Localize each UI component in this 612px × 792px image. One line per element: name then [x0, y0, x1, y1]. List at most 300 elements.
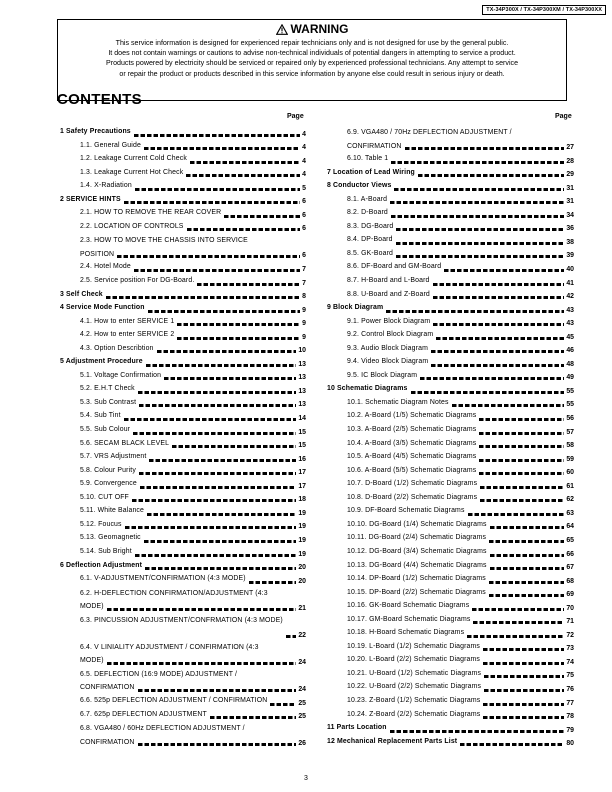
toc-entry-leader: [135, 188, 300, 191]
toc-entry-title: 6.5. DEFLECTION (16:9 MODE) ADJUSTMENT / CONFIRMATION: [80, 670, 238, 692]
toc-entry-leader: [270, 703, 296, 706]
toc-entry-leader: [135, 554, 297, 557]
toc-entry[interactable]: [327, 478, 574, 492]
toc-entry-page: 6: [302, 198, 306, 206]
toc-entry-title: 4.2. How to enter SERVICE 2: [80, 331, 175, 339]
toc-entry-leader: [431, 364, 564, 367]
toc-entry-leader: [146, 364, 297, 367]
toc-entry-title: 2 SERVICE HINTS: [60, 195, 121, 203]
toc-entry-page: 42: [566, 293, 574, 301]
toc-entry-title: 8.8. U-Board and Z-Board: [347, 290, 430, 298]
toc-entry-title: 9.2. Control Block Diagram: [347, 331, 434, 339]
toc-entry-leader: [490, 526, 565, 529]
toc-entry-leader: [286, 635, 296, 638]
toc-entry-title: 10.3. A-Board (2/5) Schematic Diagrams: [347, 426, 477, 434]
toc-entry-title: 6.9. VGA480 / 70Hz DEFLECTION ADJUSTMENT / CONFIRMATION: [347, 129, 512, 150]
toc-entry-title: 6.3. PINCUSSION ADJUSTMENT/CONFRMATION (4:3 MODE): [80, 616, 283, 624]
toc-entry-title: 5.4. Sub Tint: [80, 412, 121, 420]
toc-entry[interactable]: [327, 248, 574, 262]
toc-entry-leader: [483, 716, 564, 719]
toc-entry[interactable]: [60, 316, 306, 330]
toc-entry[interactable]: [327, 370, 574, 384]
toc-entry-page: 36: [566, 225, 574, 233]
toc-entry-leader: [107, 608, 297, 611]
toc-entry[interactable]: [327, 410, 574, 424]
toc-entry-page: 55: [566, 387, 574, 395]
warning-body: [62, 38, 562, 79]
toc-entry-leader: [480, 499, 564, 502]
toc-entry-leader: [144, 147, 300, 150]
toc-entry-page: 6: [302, 225, 306, 233]
toc-entry[interactable]: [327, 438, 574, 452]
toc-entry[interactable]: [327, 194, 574, 208]
toc-entry[interactable]: [60, 356, 306, 370]
toc-entry-page: 43: [566, 306, 574, 314]
toc-entry-leader: [224, 215, 300, 218]
toc-entry[interactable]: [60, 234, 306, 261]
toc-entry[interactable]: [327, 153, 574, 167]
toc-entry-title: 1.2. Leakage Current Cold Check: [80, 155, 187, 163]
toc-entry[interactable]: [327, 600, 574, 614]
toc-entry-title: 5.9. Convergence: [80, 480, 137, 488]
toc-entry-page: 74: [566, 658, 574, 666]
toc-entry-title: 10.10. DG-Board (1/4) Schematic Diagrams: [347, 520, 487, 528]
toc-entry-leader: [411, 391, 565, 394]
toc-entry[interactable]: [60, 668, 306, 695]
toc-entry-title: 10.22. U-Board (2/2) Schematic Diagrams: [347, 683, 482, 691]
toc-entry[interactable]: [327, 424, 574, 438]
toc-entry-leader: [140, 486, 297, 489]
toc-entry-page: 63: [566, 509, 574, 517]
toc-entry-leader: [490, 554, 565, 557]
toc-entry[interactable]: [60, 587, 306, 614]
toc-entry-page: 75: [566, 672, 574, 680]
toc-entry-title: 9.4. Video Block Diagram: [347, 358, 429, 366]
toc-entry[interactable]: [327, 573, 574, 587]
toc-entry-leader: [483, 662, 564, 665]
toc-entry-page: 34: [566, 211, 574, 219]
toc-entry-page: 4: [302, 171, 306, 179]
toc-entry-title: 6.10. Table 1: [347, 155, 389, 163]
toc-entry[interactable]: [60, 641, 306, 668]
toc-entry-title: 5.10. CUT OFF: [80, 493, 129, 501]
toc-entry-page: 45: [566, 333, 574, 341]
toc-entry[interactable]: [60, 370, 306, 384]
toc-entry-page: 13: [298, 360, 306, 368]
toc-entry-title: 2.5. Service position For DG-Board.: [80, 277, 195, 285]
toc-entry-title: 6.2. H-DEFLECTION CONFIRMATION/ADJUSTMENT (4:3 MODE): [80, 589, 268, 611]
toc-entry[interactable]: [327, 614, 574, 628]
warning-box: [57, 19, 567, 101]
toc-entry-page: 27: [566, 144, 574, 152]
toc-entry-title: 8.1. A-Board: [347, 195, 388, 203]
toc-entry[interactable]: [60, 329, 306, 343]
toc-entry-title: 10.1. Schematic Diagram Notes: [347, 398, 449, 406]
warning-line: It does not contain warnings or cautions to advise non-technical individuals of potential dangers in attempting to service a product.: [108, 49, 516, 58]
toc-entry[interactable]: [327, 261, 574, 275]
toc-entry-page: 19: [298, 536, 306, 544]
toc-entry-page: 25: [298, 699, 306, 707]
toc-entry-title: 10.20. L-Board (2/2) Schematic Diagrams: [347, 656, 481, 664]
toc-entry-page: 31: [566, 184, 574, 192]
toc-entry-title: 2.1. HOW TO REMOVE THE REAR COVER: [80, 209, 222, 217]
toc-entry-title: 10.21. U-Board (1/2) Schematic Diagrams: [347, 669, 482, 677]
toc-entry[interactable]: [60, 560, 306, 574]
warning-line: or repair the product or products described in this service information by anyone else could result in serious injury or death.: [119, 69, 505, 78]
toc-entry-title: 10.24. Z-Board (2/2) Schematic Diagrams: [347, 710, 481, 718]
toc-entry-page: 10: [298, 347, 306, 355]
toc-entry[interactable]: [60, 465, 306, 479]
toc-entry-leader: [431, 350, 564, 353]
toc-entry[interactable]: [327, 234, 574, 248]
toc-entry-page: 55: [566, 401, 574, 409]
toc-entry-title: 5.13. Geomagnetic: [80, 534, 141, 542]
toc-entry[interactable]: [327, 207, 574, 221]
toc-entry-leader: [405, 147, 565, 150]
toc-entry[interactable]: [60, 261, 306, 275]
toc-entry-page: 17: [298, 469, 306, 477]
toc-entry-page: 21: [298, 604, 306, 612]
toc-entry-page: 7: [302, 279, 306, 287]
toc-entry-page: 57: [566, 428, 574, 436]
toc-entry-title: 8.2. D-Board: [347, 209, 388, 217]
toc-column-right: [327, 126, 574, 749]
toc-entry[interactable]: [327, 492, 574, 506]
toc-entry-leader: [148, 310, 301, 313]
toc-entry-leader: [479, 445, 564, 448]
toc-entry-leader: [147, 513, 296, 516]
toc-entry-leader: [145, 567, 296, 570]
toc-entry[interactable]: [327, 654, 574, 668]
toc-entry[interactable]: [327, 532, 574, 546]
toc-entry-page: 20: [298, 564, 306, 572]
toc-entry[interactable]: [60, 451, 306, 465]
toc-entry-title: 4 Service Mode Function: [60, 304, 145, 312]
toc-entry-leader: [190, 161, 300, 164]
toc-entry[interactable]: [60, 614, 306, 641]
toc-entry[interactable]: [327, 505, 574, 519]
toc-entry[interactable]: [327, 167, 574, 181]
toc-entry[interactable]: [60, 343, 306, 357]
toc-entry-page: 13: [298, 374, 306, 382]
toc-entry-leader: [490, 567, 565, 570]
toc-entry-title: 9.1. Power Block Diagram: [347, 317, 431, 325]
toc-entry-title: 5 Adjustment Procedure: [60, 358, 143, 366]
toc-entry-page: 38: [566, 238, 574, 246]
toc-entry[interactable]: [327, 627, 574, 641]
toc-entry[interactable]: [327, 180, 574, 194]
toc-entry-page: 43: [566, 320, 574, 328]
warning-triangle-icon: [276, 24, 288, 35]
toc-entry-page: 62: [566, 496, 574, 504]
toc-entry-leader: [480, 486, 564, 489]
toc-entry-leader: [420, 377, 564, 380]
toc-entry-leader: [197, 283, 300, 286]
toc-entry[interactable]: [60, 194, 306, 208]
contents-title: CONTENTS: [57, 91, 142, 108]
toc-entry[interactable]: [327, 397, 574, 411]
toc-entry[interactable]: [327, 356, 574, 370]
toc-entry-title: 10.9. DF-Board Schematic Diagrams: [347, 507, 465, 515]
toc-entry-page: 68: [566, 577, 574, 585]
toc-entry-leader: [117, 255, 300, 258]
toc-entry-leader: [172, 445, 296, 448]
toc-entry-leader: [177, 337, 300, 340]
toc-entry-title: 5.3. Sub Contrast: [80, 398, 137, 406]
toc-entry-title: 8.3. DG-Board: [347, 222, 394, 230]
toc-entry[interactable]: [327, 126, 574, 153]
toc-entry[interactable]: [60, 438, 306, 452]
toc-entry-page: 46: [566, 347, 574, 355]
toc-entry-page: 69: [566, 591, 574, 599]
toc-entry[interactable]: [327, 329, 574, 343]
toc-entry[interactable]: [327, 560, 574, 574]
toc-entry-page: 77: [566, 699, 574, 707]
toc-entry-leader: [186, 174, 300, 177]
toc-entry[interactable]: [60, 302, 306, 316]
toc-entry-title: 2.4. Hotel Mode: [80, 263, 131, 271]
toc-entry-page: 64: [566, 523, 574, 531]
toc-entry[interactable]: [327, 519, 574, 533]
toc-entry-leader: [396, 228, 564, 231]
toc-entry[interactable]: [327, 668, 574, 682]
toc-entry-title: 10.12. DG-Board (3/4) Schematic Diagrams: [347, 547, 487, 555]
toc-entry-leader: [394, 188, 564, 191]
toc-entry-page: 24: [298, 658, 306, 666]
toc-entry-page: 13: [298, 401, 306, 409]
toc-entry-title: 10.8. D-Board (2/2) Schematic Diagrams: [347, 493, 478, 501]
toc-entry-leader: [132, 499, 296, 502]
toc-entry-page: 66: [566, 550, 574, 558]
toc-entry[interactable]: [60, 478, 306, 492]
toc-entry-page: 28: [566, 157, 574, 165]
toc-entry-page: 18: [298, 496, 306, 504]
toc-entry-page: 61: [566, 482, 574, 490]
toc-entry[interactable]: [60, 289, 306, 303]
toc-entry-leader: [484, 675, 564, 678]
toc-entry[interactable]: [60, 709, 306, 723]
toc-entry-leader: [479, 472, 564, 475]
toc-entry-page: 76: [566, 685, 574, 693]
toc-entry-page: 20: [298, 577, 306, 585]
toc-entry-title: 10.16. GK-Board Schematic Diagrams: [347, 602, 470, 610]
toc-entry-title: 8.6. DF-Board and GM-Board: [347, 263, 442, 271]
toc-entry-page: 24: [298, 685, 306, 693]
toc-entry-leader: [390, 730, 565, 733]
page-number: 3: [304, 775, 308, 782]
toc-entry-title: 1.1. General Guide: [80, 141, 141, 149]
toc-entry[interactable]: [60, 519, 306, 533]
toc-entry-page: 29: [566, 171, 574, 179]
toc-entry-title: 11 Parts Location: [327, 724, 387, 732]
toc-entry[interactable]: [60, 546, 306, 560]
toc-entry[interactable]: [60, 153, 306, 167]
toc-entry-page: 56: [566, 415, 574, 423]
toc-entry[interactable]: [60, 722, 306, 749]
toc-entry-page: 49: [566, 374, 574, 382]
toc-entry-title: 10.4. A-Board (3/5) Schematic Diagrams: [347, 439, 477, 447]
toc-entry[interactable]: [327, 451, 574, 465]
toc-entry-leader: [210, 716, 297, 719]
toc-entry[interactable]: [327, 641, 574, 655]
toc-entry[interactable]: [60, 695, 306, 709]
toc-entry-leader: [106, 296, 300, 299]
toc-entry-title: 5.5. Sub Colour: [80, 426, 131, 434]
toc-entry[interactable]: [60, 126, 306, 140]
toc-entry[interactable]: [327, 546, 574, 560]
toc-entry-title: 5.2. E.H.T Check: [80, 385, 135, 393]
toc-entry-leader: [483, 703, 564, 706]
toc-entry-title: 5.12. Foucus: [80, 520, 122, 528]
toc-entry-leader: [479, 418, 564, 421]
toc-entry[interactable]: [327, 681, 574, 695]
toc-entry[interactable]: [60, 167, 306, 181]
toc-entry-leader: [134, 134, 300, 137]
toc-entry-title: 3 Self Check: [60, 290, 103, 298]
toc-entry[interactable]: [60, 383, 306, 397]
warning-line: This service information is designed for experienced repair technicians only and is not designed for use by the general public.: [115, 39, 509, 47]
toc-entry-leader: [489, 581, 564, 584]
warning-line: Products powered by electricity should be serviced or repaired only by experienced professional technicians. Any attempt to service: [105, 59, 519, 68]
toc-entry[interactable]: [327, 289, 574, 303]
toc-entry-page: 6: [302, 211, 306, 219]
toc-entry[interactable]: [327, 275, 574, 289]
toc-entry-leader: [138, 743, 297, 746]
toc-entry-title: 6.6. 525p DEFLECTION ADJUSTMENT / CONFIRMATION: [80, 696, 268, 704]
toc-entry[interactable]: [327, 383, 574, 397]
toc-entry-leader: [157, 350, 297, 353]
toc-entry-title: 6.4. V LINIALITY ADJUSTMENT / CONFIRMATION (4:3 MODE): [80, 643, 259, 665]
toc-entry-leader: [138, 391, 297, 394]
toc-entry[interactable]: [60, 505, 306, 519]
toc-entry-leader: [433, 283, 565, 286]
toc-entry-page: 5: [302, 184, 306, 192]
toc-entry-leader: [452, 404, 565, 407]
toc-entry[interactable]: [60, 221, 306, 235]
toc-entry-leader: [396, 255, 564, 258]
toc-entry[interactable]: [60, 424, 306, 438]
toc-entry-leader: [187, 228, 301, 231]
toc-entry-leader: [386, 310, 564, 313]
toc-entry-title: 2.2. LOCATION OF CONTROLS: [80, 222, 184, 230]
toc-entry-page: 19: [298, 509, 306, 517]
toc-entry[interactable]: [327, 302, 574, 316]
toc-entry[interactable]: [60, 532, 306, 546]
toc-entry-leader: [467, 635, 564, 638]
toc-entry[interactable]: [60, 397, 306, 411]
toc-entry-title: 10.23. Z-Board (1/2) Schematic Diagrams: [347, 696, 481, 704]
warning-title-text: WARNING: [290, 22, 349, 36]
toc-entry-title: 10.19. L-Board (1/2) Schematic Diagrams: [347, 642, 481, 650]
toc-entry-leader: [460, 743, 564, 746]
toc-entry-title: 6 Deflection Adjustment: [60, 561, 143, 569]
toc-entry-title: 10.6. A-Board (5/5) Schematic Diagrams: [347, 466, 477, 474]
toc-entry[interactable]: [327, 343, 574, 357]
toc-entry-page: 15: [298, 428, 306, 436]
toc-entry-page: 48: [566, 360, 574, 368]
toc-entry-page: 15: [298, 442, 306, 450]
toc-entry[interactable]: [60, 140, 306, 154]
toc-entry-leader: [433, 296, 564, 299]
toc-entry-leader: [164, 377, 296, 380]
toc-entry-title: 5.7. VRS Adjustment: [80, 453, 147, 461]
toc-entry-leader: [107, 662, 297, 665]
toc-entry[interactable]: [327, 587, 574, 601]
toc-entry-leader: [391, 215, 564, 218]
toc-entry-title: 7 Location of Lead Wiring: [327, 168, 415, 176]
toc-entry[interactable]: [60, 492, 306, 506]
toc-entry-leader: [125, 526, 297, 529]
toc-column-left: [60, 126, 306, 749]
toc-entry[interactable]: [327, 736, 574, 750]
toc-entry-page: 26: [298, 740, 306, 748]
toc-entry-page: 39: [566, 252, 574, 260]
toc-entry-page: 41: [566, 279, 574, 287]
toc-entry[interactable]: [327, 221, 574, 235]
toc-entry-title: 10.17. GM-Board Schematic Diagrams: [347, 615, 471, 623]
toc-entry-leader: [396, 242, 565, 245]
toc-entry-leader: [436, 337, 564, 340]
toc-entry-leader: [433, 323, 564, 326]
toc-entry[interactable]: [60, 207, 306, 221]
toc-entry-page: 60: [566, 469, 574, 477]
toc-entry-title: 10.18. H-Board Schematic Diagrams: [347, 629, 465, 637]
toc-entry[interactable]: [60, 573, 306, 587]
toc-entry-title: 5.8. Colour Purity: [80, 466, 136, 474]
toc-entry[interactable]: [60, 180, 306, 194]
toc-entry-page: 59: [566, 455, 574, 463]
toc-entry-page: 73: [566, 645, 574, 653]
toc-entry[interactable]: [327, 465, 574, 479]
toc-entry[interactable]: [327, 722, 574, 736]
toc-entry-leader: [138, 689, 297, 692]
toc-entry[interactable]: [327, 316, 574, 330]
toc-entry-leader: [249, 581, 297, 584]
toc-entry[interactable]: [60, 410, 306, 424]
toc-entry-title: 1.3. Leakage Current Hot Check: [80, 168, 184, 176]
toc-entry-page: 13: [298, 387, 306, 395]
toc-entry-page: 40: [566, 266, 574, 274]
warning-title: [62, 22, 562, 37]
toc-entry-title: 5.14. Sub Bright: [80, 547, 132, 555]
toc-entry-title: 6.1. V-ADJUSTMENT/CONFIRMATION (4:3 MODE): [80, 575, 246, 583]
toc-entry-leader: [489, 594, 564, 597]
toc-entry-leader: [139, 404, 296, 407]
toc-entry-page: 9: [302, 306, 306, 314]
toc-entry-leader: [479, 459, 564, 462]
toc-entry-title: 10.5. A-Board (4/5) Schematic Diagrams: [347, 453, 477, 461]
page-column-label-left: Page: [287, 113, 304, 120]
toc-entry-title: 10.2. A-Board (1/5) Schematic Diagrams: [347, 412, 477, 420]
toc-entry[interactable]: [60, 275, 306, 289]
toc-entry-title: 4.3. Option Describtion: [80, 344, 154, 352]
toc-entry-title: 5.6. SECAM BLACK LEVEL: [80, 439, 170, 447]
toc-entry-title: 10.11. DG-Board (2/4) Schematic Diagrams: [347, 534, 487, 542]
toc-entry-title: 1 Safety Precautions: [60, 128, 131, 135]
toc-entry-leader: [177, 323, 300, 326]
toc-entry[interactable]: [327, 709, 574, 723]
toc-entry-title: 10 Schematic Diagrams: [327, 385, 408, 393]
toc-entry-page: 78: [566, 713, 574, 721]
toc-entry-leader: [391, 161, 564, 164]
toc-entry-page: 31: [566, 198, 574, 206]
toc-entry-page: 67: [566, 564, 574, 572]
toc-entry-leader: [479, 432, 564, 435]
toc-entry-leader: [139, 472, 296, 475]
toc-entry[interactable]: [327, 695, 574, 709]
toc-entry-leader: [390, 201, 564, 204]
toc-entry-page: 17: [298, 482, 306, 490]
